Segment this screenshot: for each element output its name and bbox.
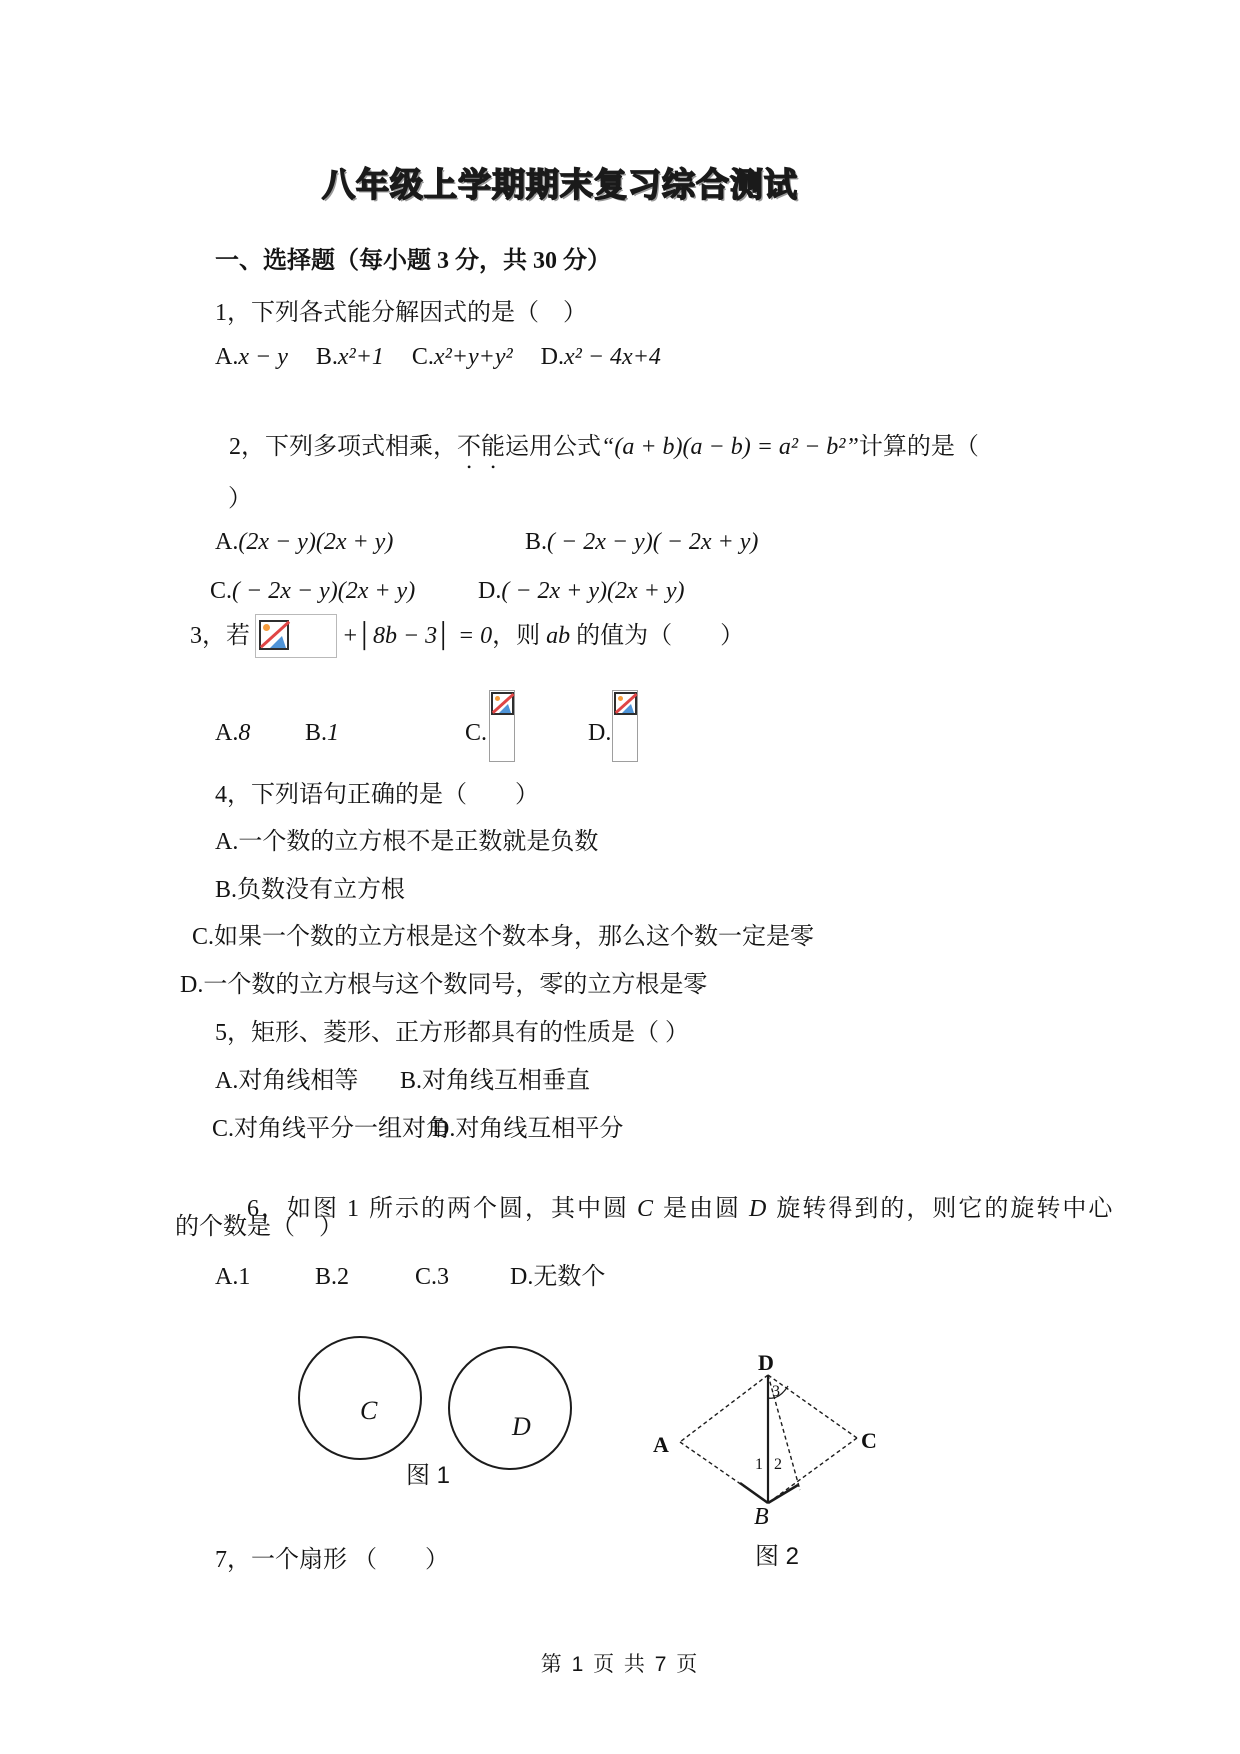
q2-option-d: D.( − 2x + y)(2x + y) bbox=[478, 578, 685, 604]
q4-option-c: C.如果一个数的立方根是这个数本身，那么这个数一定是零 bbox=[192, 924, 815, 950]
page-title: 八年级上学期期末复习综合测试 bbox=[322, 168, 798, 204]
q6-stem-line1: 6，如图 1 所示的两个圆，其中圆 C 是由圆 D 旋转得到的，则它的旋转中心 bbox=[247, 1196, 1115, 1222]
q2-stem: 2，下列多项式相乘，不能运用公式“(a + b)(a − b) = a² − b²”计算的是（ bbox=[229, 434, 979, 460]
broken-image-icon bbox=[491, 692, 514, 715]
q7-stem: 7，一个扇形 （ ） bbox=[215, 1547, 449, 1573]
figure2-caption: 图 2 bbox=[755, 1543, 800, 1570]
broken-image-placeholder bbox=[612, 690, 638, 762]
q4-option-d: D.一个数的立方根与这个数同号，零的立方根是零 bbox=[180, 972, 708, 998]
broken-image-icon bbox=[259, 620, 289, 650]
page-footer: 第 1 页 共 7 页 bbox=[540, 1653, 700, 1676]
q4-option-b: B.负数没有立方根 bbox=[215, 877, 406, 903]
q3-option-d: D. bbox=[588, 720, 612, 746]
broken-image-placeholder bbox=[255, 614, 337, 658]
q6-stem-line2: 的个数是（ ） bbox=[175, 1214, 343, 1240]
q3-option-a: A.8 bbox=[215, 720, 251, 746]
figure2-angle-2: 2 bbox=[774, 1456, 782, 1473]
figure1-circle-d-label: D bbox=[512, 1412, 531, 1441]
q3-option-b: B.1 bbox=[305, 720, 340, 746]
figure1-circle-d bbox=[448, 1346, 572, 1470]
q2-option-b: B.( − 2x − y)( − 2x + y) bbox=[525, 529, 759, 555]
q1-options bbox=[215, 342, 661, 372]
figure2-label-b: B bbox=[754, 1504, 769, 1530]
q5-option-d: D.对角线互相平分 bbox=[432, 1116, 624, 1142]
figure2-label-a: A bbox=[653, 1432, 669, 1457]
q6-option-d: D.无数个 bbox=[510, 1264, 606, 1290]
figure1-caption: 图 1 bbox=[406, 1462, 451, 1489]
q4-stem: 4，下列语句正确的是（ ） bbox=[215, 782, 539, 808]
q2-option-c: C.( − 2x − y)(2x + y) bbox=[210, 578, 416, 604]
broken-image-icon bbox=[614, 692, 637, 715]
figure2-label-c: C bbox=[861, 1428, 877, 1453]
q6-option-a: A.1 bbox=[215, 1264, 251, 1290]
q1-option-b: B.x²+1 bbox=[315, 344, 384, 370]
broken-image-placeholder bbox=[489, 690, 515, 762]
figure2-label-d: D bbox=[758, 1350, 774, 1375]
q3-option-c: C. bbox=[465, 720, 488, 746]
q1-option-a: A.x − y bbox=[215, 344, 288, 370]
q1-option-c: C.x²+y+y² bbox=[411, 344, 513, 370]
q5-option-c: C.对角线平分一组对角 bbox=[212, 1116, 451, 1142]
q4-option-a: A.一个数的立方根不是正数就是负数 bbox=[215, 829, 599, 855]
figure2-angle-3: 3 bbox=[772, 1383, 780, 1400]
figure2-kite-diagram bbox=[598, 1336, 898, 1568]
q2-formula: “(a + b)(a − b) = a² − b²” bbox=[601, 434, 859, 460]
q5-option-a: A.对角线相等 bbox=[215, 1068, 359, 1094]
q1-option-d: D.x² − 4x+4 bbox=[540, 344, 661, 370]
q6-option-b: B.2 bbox=[315, 1264, 350, 1290]
section-heading: 一、选择题（每小题 3 分，共 30 分） bbox=[215, 248, 611, 274]
q5-stem: 5，矩形、菱形、正方形都具有的性质是（ ） bbox=[215, 1020, 689, 1046]
figure2-angle-1: 1 bbox=[755, 1456, 763, 1473]
q2-stem-close-paren: ） bbox=[228, 486, 252, 512]
q2-emphasized-text: 不能 bbox=[457, 434, 505, 460]
figure1-circle-c-label: C bbox=[360, 1396, 378, 1425]
q5-option-b: B.对角线互相垂直 bbox=[400, 1068, 591, 1094]
q1-stem: 1，下列各式能分解因式的是（ ） bbox=[215, 300, 587, 326]
q2-option-a: A.(2x − y)(2x + y) bbox=[215, 529, 394, 555]
q6-option-c: C.3 bbox=[415, 1264, 450, 1290]
q3-stem: 3，若 +│8b − 3│ = 0 ，则 ab 的值为（ ） bbox=[190, 614, 744, 658]
